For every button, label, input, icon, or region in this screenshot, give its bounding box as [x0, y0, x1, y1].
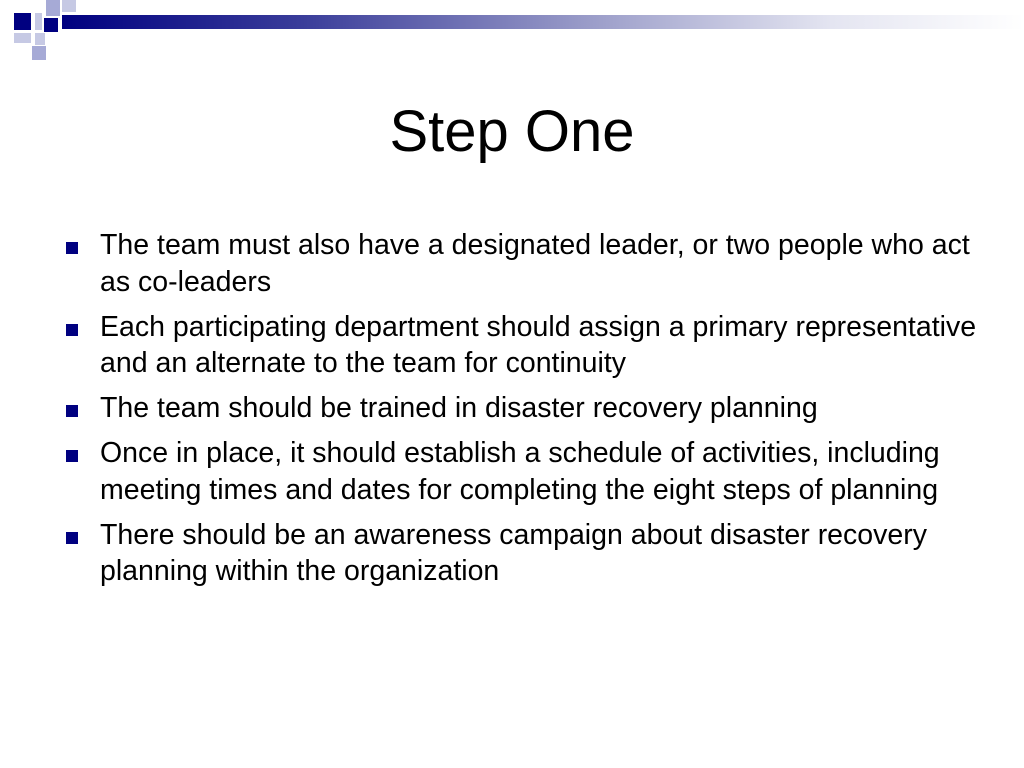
square-bullet-icon [66, 405, 78, 417]
bullet-text: There should be an awareness campaign about disaster recovery planning within the organization [100, 518, 927, 587]
ornament-square-mid [46, 0, 60, 16]
square-bullet-icon [66, 324, 78, 336]
square-bullet-icon [66, 450, 78, 462]
ornament-square-mid [32, 46, 46, 60]
ornament-square-light [62, 0, 76, 12]
bullet-text: The team should be trained in disaster recovery planning [100, 392, 818, 424]
ornament-square-light [14, 33, 31, 43]
slide-title: Step One [389, 99, 635, 164]
bullet-item [62, 435, 982, 508]
bullet-item [62, 390, 982, 427]
ornament-square-light [35, 33, 45, 45]
bullet-text: The team must also have a designated leader, or two people who act as co-leaders [100, 229, 970, 298]
square-bullet-icon [66, 242, 78, 254]
header-gradient-bar [62, 15, 1024, 29]
bullet-item [62, 517, 982, 590]
ornament-square-light [35, 13, 42, 30]
bullet-text: Each participating department should assign a primary representative and an alternate to the team for continuity [100, 310, 977, 379]
ornament-square-navy [14, 13, 31, 30]
square-bullet-icon [66, 532, 78, 544]
bullet-text: Once in place, it should establish a schedule of activities, including meeting times and dates for completing the eight steps of planning [100, 437, 940, 506]
bullet-list [62, 227, 982, 598]
bullet-item [62, 227, 982, 300]
bullet-item [62, 309, 982, 382]
ornament-square-navy [44, 18, 58, 32]
